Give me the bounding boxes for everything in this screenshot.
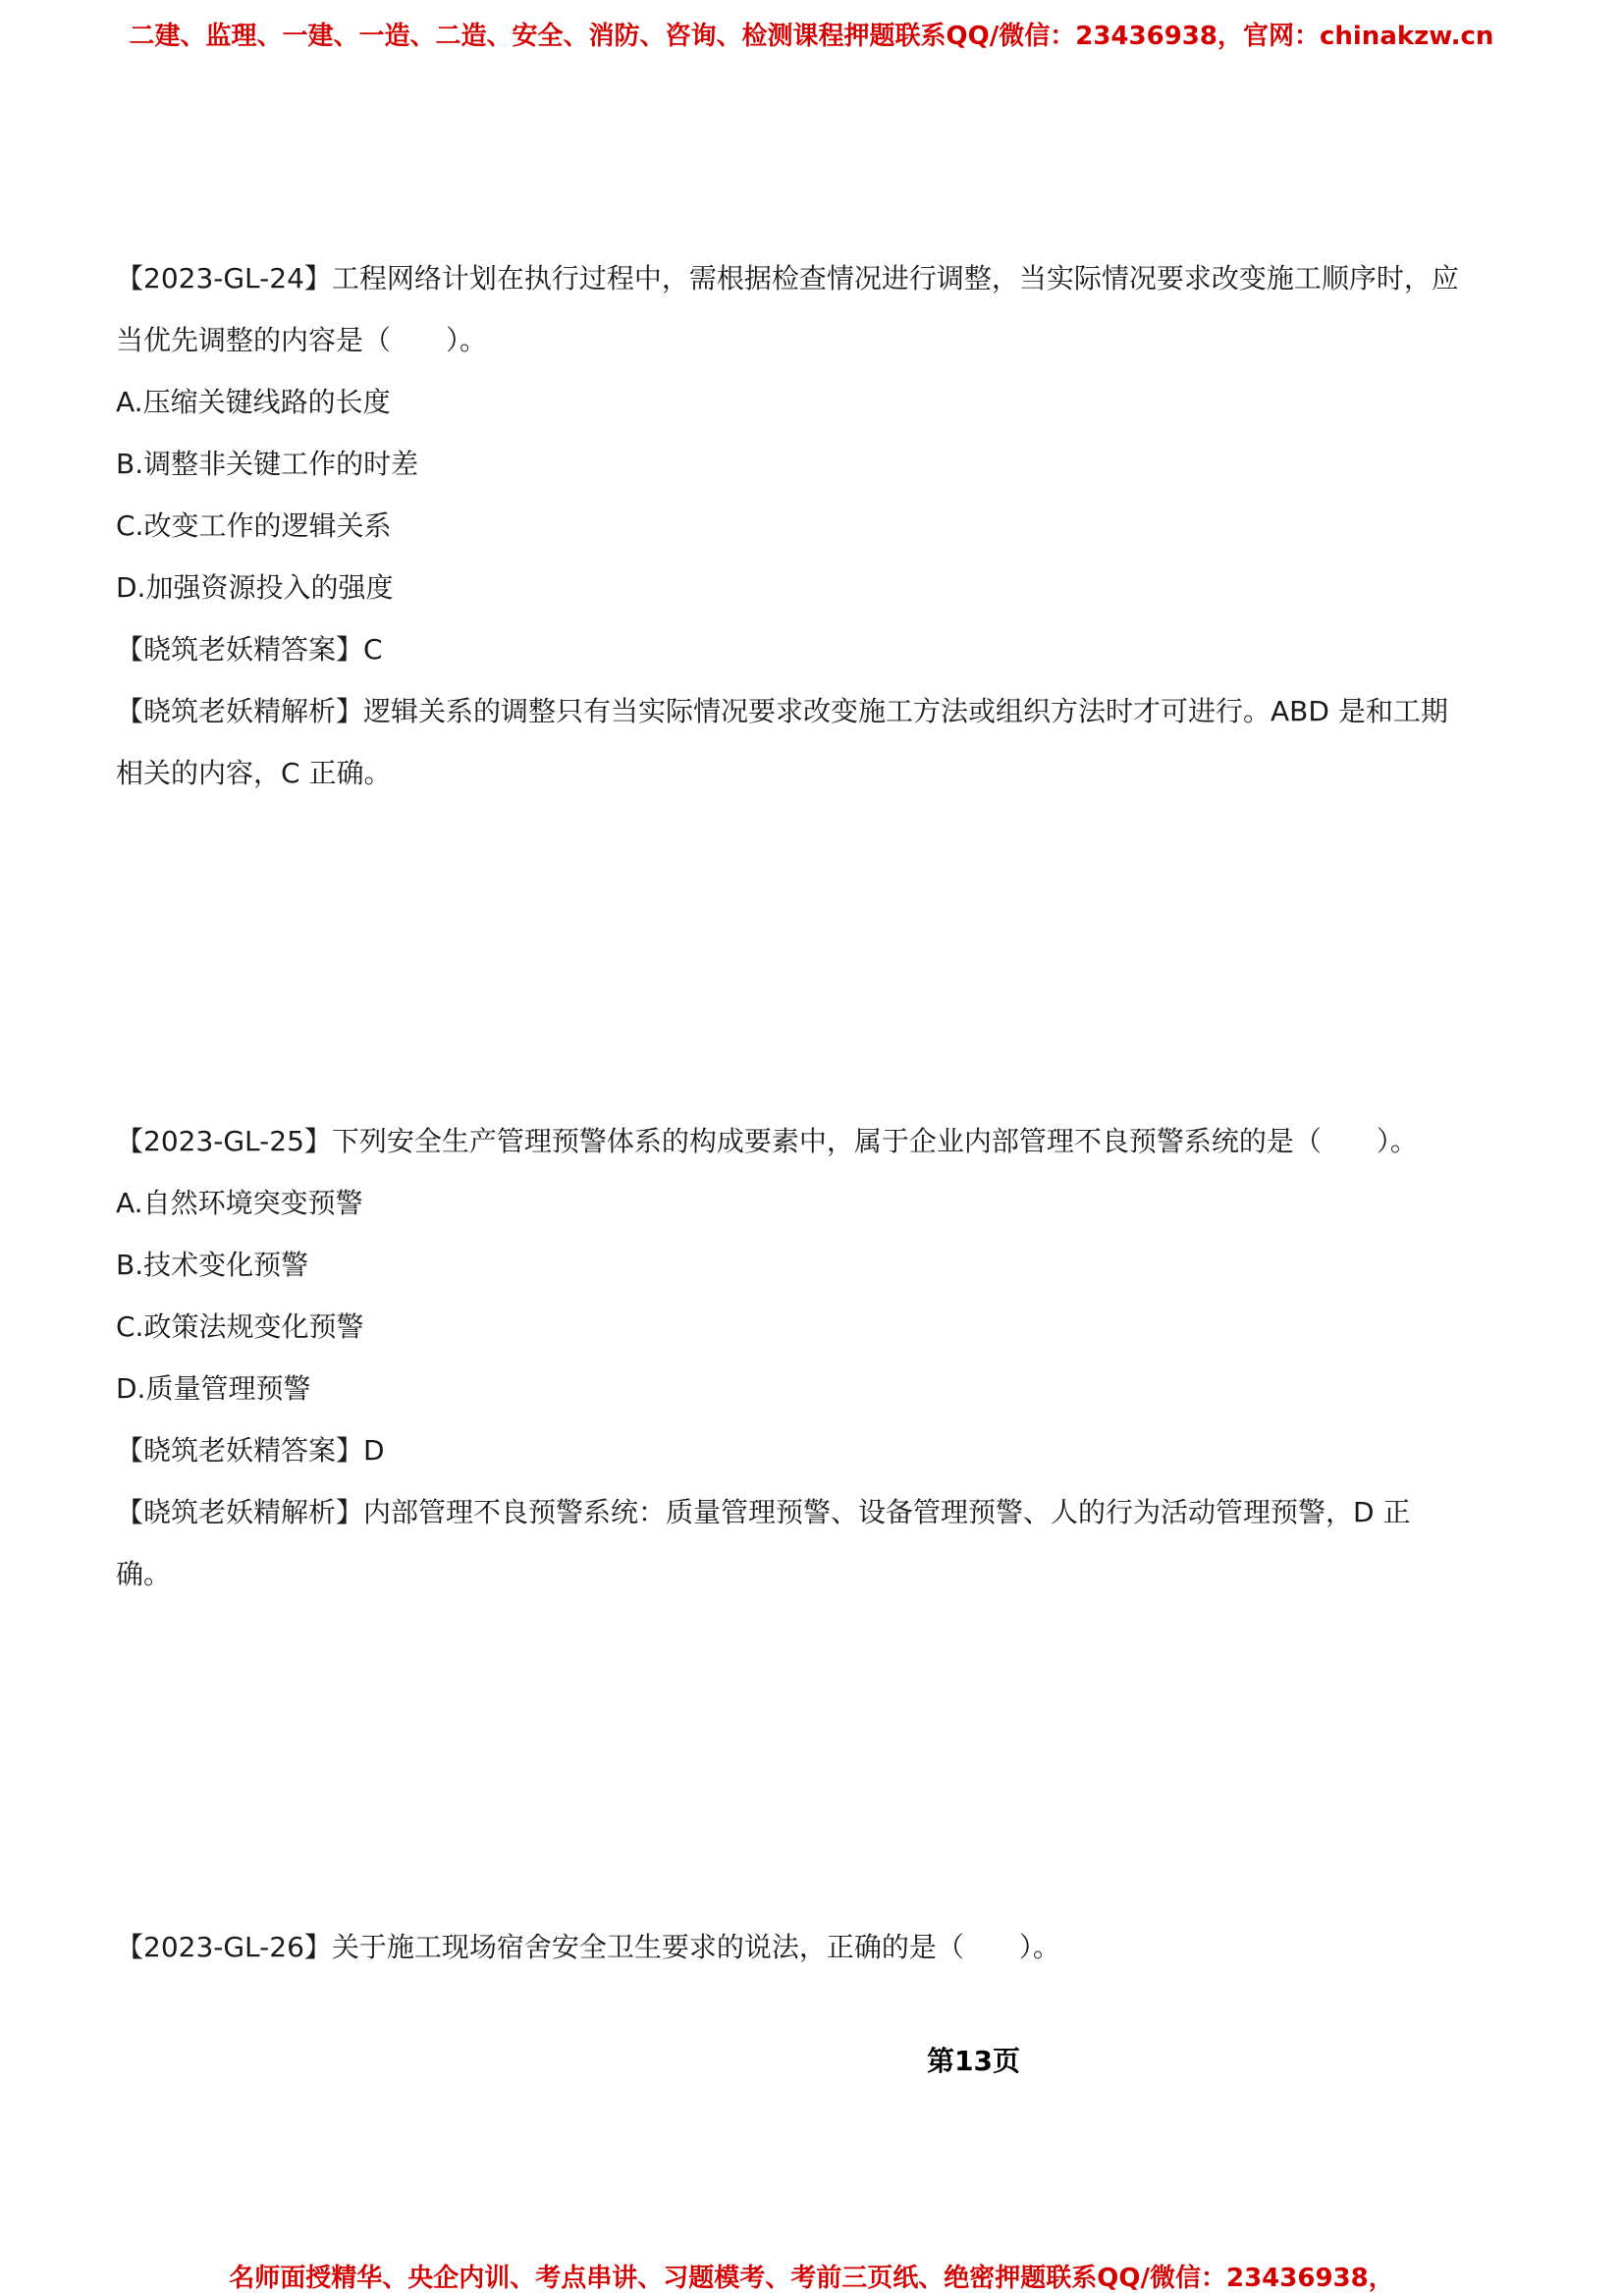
option-d: D.质量管理预警	[116, 1372, 311, 1405]
answer-line: 【晓筑老妖精答案】C	[116, 633, 383, 666]
footer-promo-banner: 名师面授精华、央企内训、考点串讲、习题模考、考前三页纸、绝密押题联系QQ/微信：23436938，	[229, 2264, 1394, 2293]
question-stem: 【2023-GL-26】关于施工现场宿舍安全卫生要求的说法，正确的是（ ）。	[116, 1931, 1060, 1963]
question-stem: 【2023-GL-25】下列安全生产管理预警体系的构成要素中，属于企业内部管理不良预警系统的是（ ）。	[116, 1125, 1418, 1157]
option-a: A.压缩关键线路的长度	[116, 386, 391, 418]
question-stem-continued: 当优先调整的内容是（ ）。	[116, 324, 488, 356]
analysis-line-continued: 相关的内容，C 正确。	[116, 757, 392, 789]
analysis-line-continued: 确。	[116, 1558, 172, 1590]
option-c: C.改变工作的逻辑关系	[116, 509, 392, 542]
question-2023-gl-25	[116, 1110, 1510, 1605]
question-2023-gl-26	[116, 1916, 1510, 1978]
question-2023-gl-24	[116, 247, 1510, 804]
analysis-line: 【晓筑老妖精解析】逻辑关系的调整只有当实际情况要求改变施工方法或组织方法时才可进行。ABD 是和工期	[116, 695, 1448, 727]
option-b: B.调整非关键工作的时差	[116, 448, 419, 480]
analysis-line: 【晓筑老妖精解析】内部管理不良预警系统：质量管理预警、设备管理预警、人的行为活动管理预警，D 正	[116, 1496, 1411, 1528]
header-promo-banner: 二建、监理、一建、一造、二造、安全、消防、咨询、检测课程押题联系QQ/微信：23436938，官网：chinakzw.cn	[129, 22, 1494, 51]
option-a: A.自然环境突变预警	[116, 1187, 363, 1219]
option-b: B.技术变化预警	[116, 1249, 309, 1281]
question-stem: 【2023-GL-24】工程网络计划在执行过程中，需根据检查情况进行调整，当实际情况要求改变施工顺序时，应	[116, 262, 1459, 294]
option-d: D.加强资源投入的强度	[116, 571, 394, 604]
option-c: C.政策法规变化预警	[116, 1310, 364, 1343]
answer-line: 【晓筑老妖精答案】D	[116, 1434, 385, 1467]
page-number: 第13页	[927, 2045, 1020, 2077]
